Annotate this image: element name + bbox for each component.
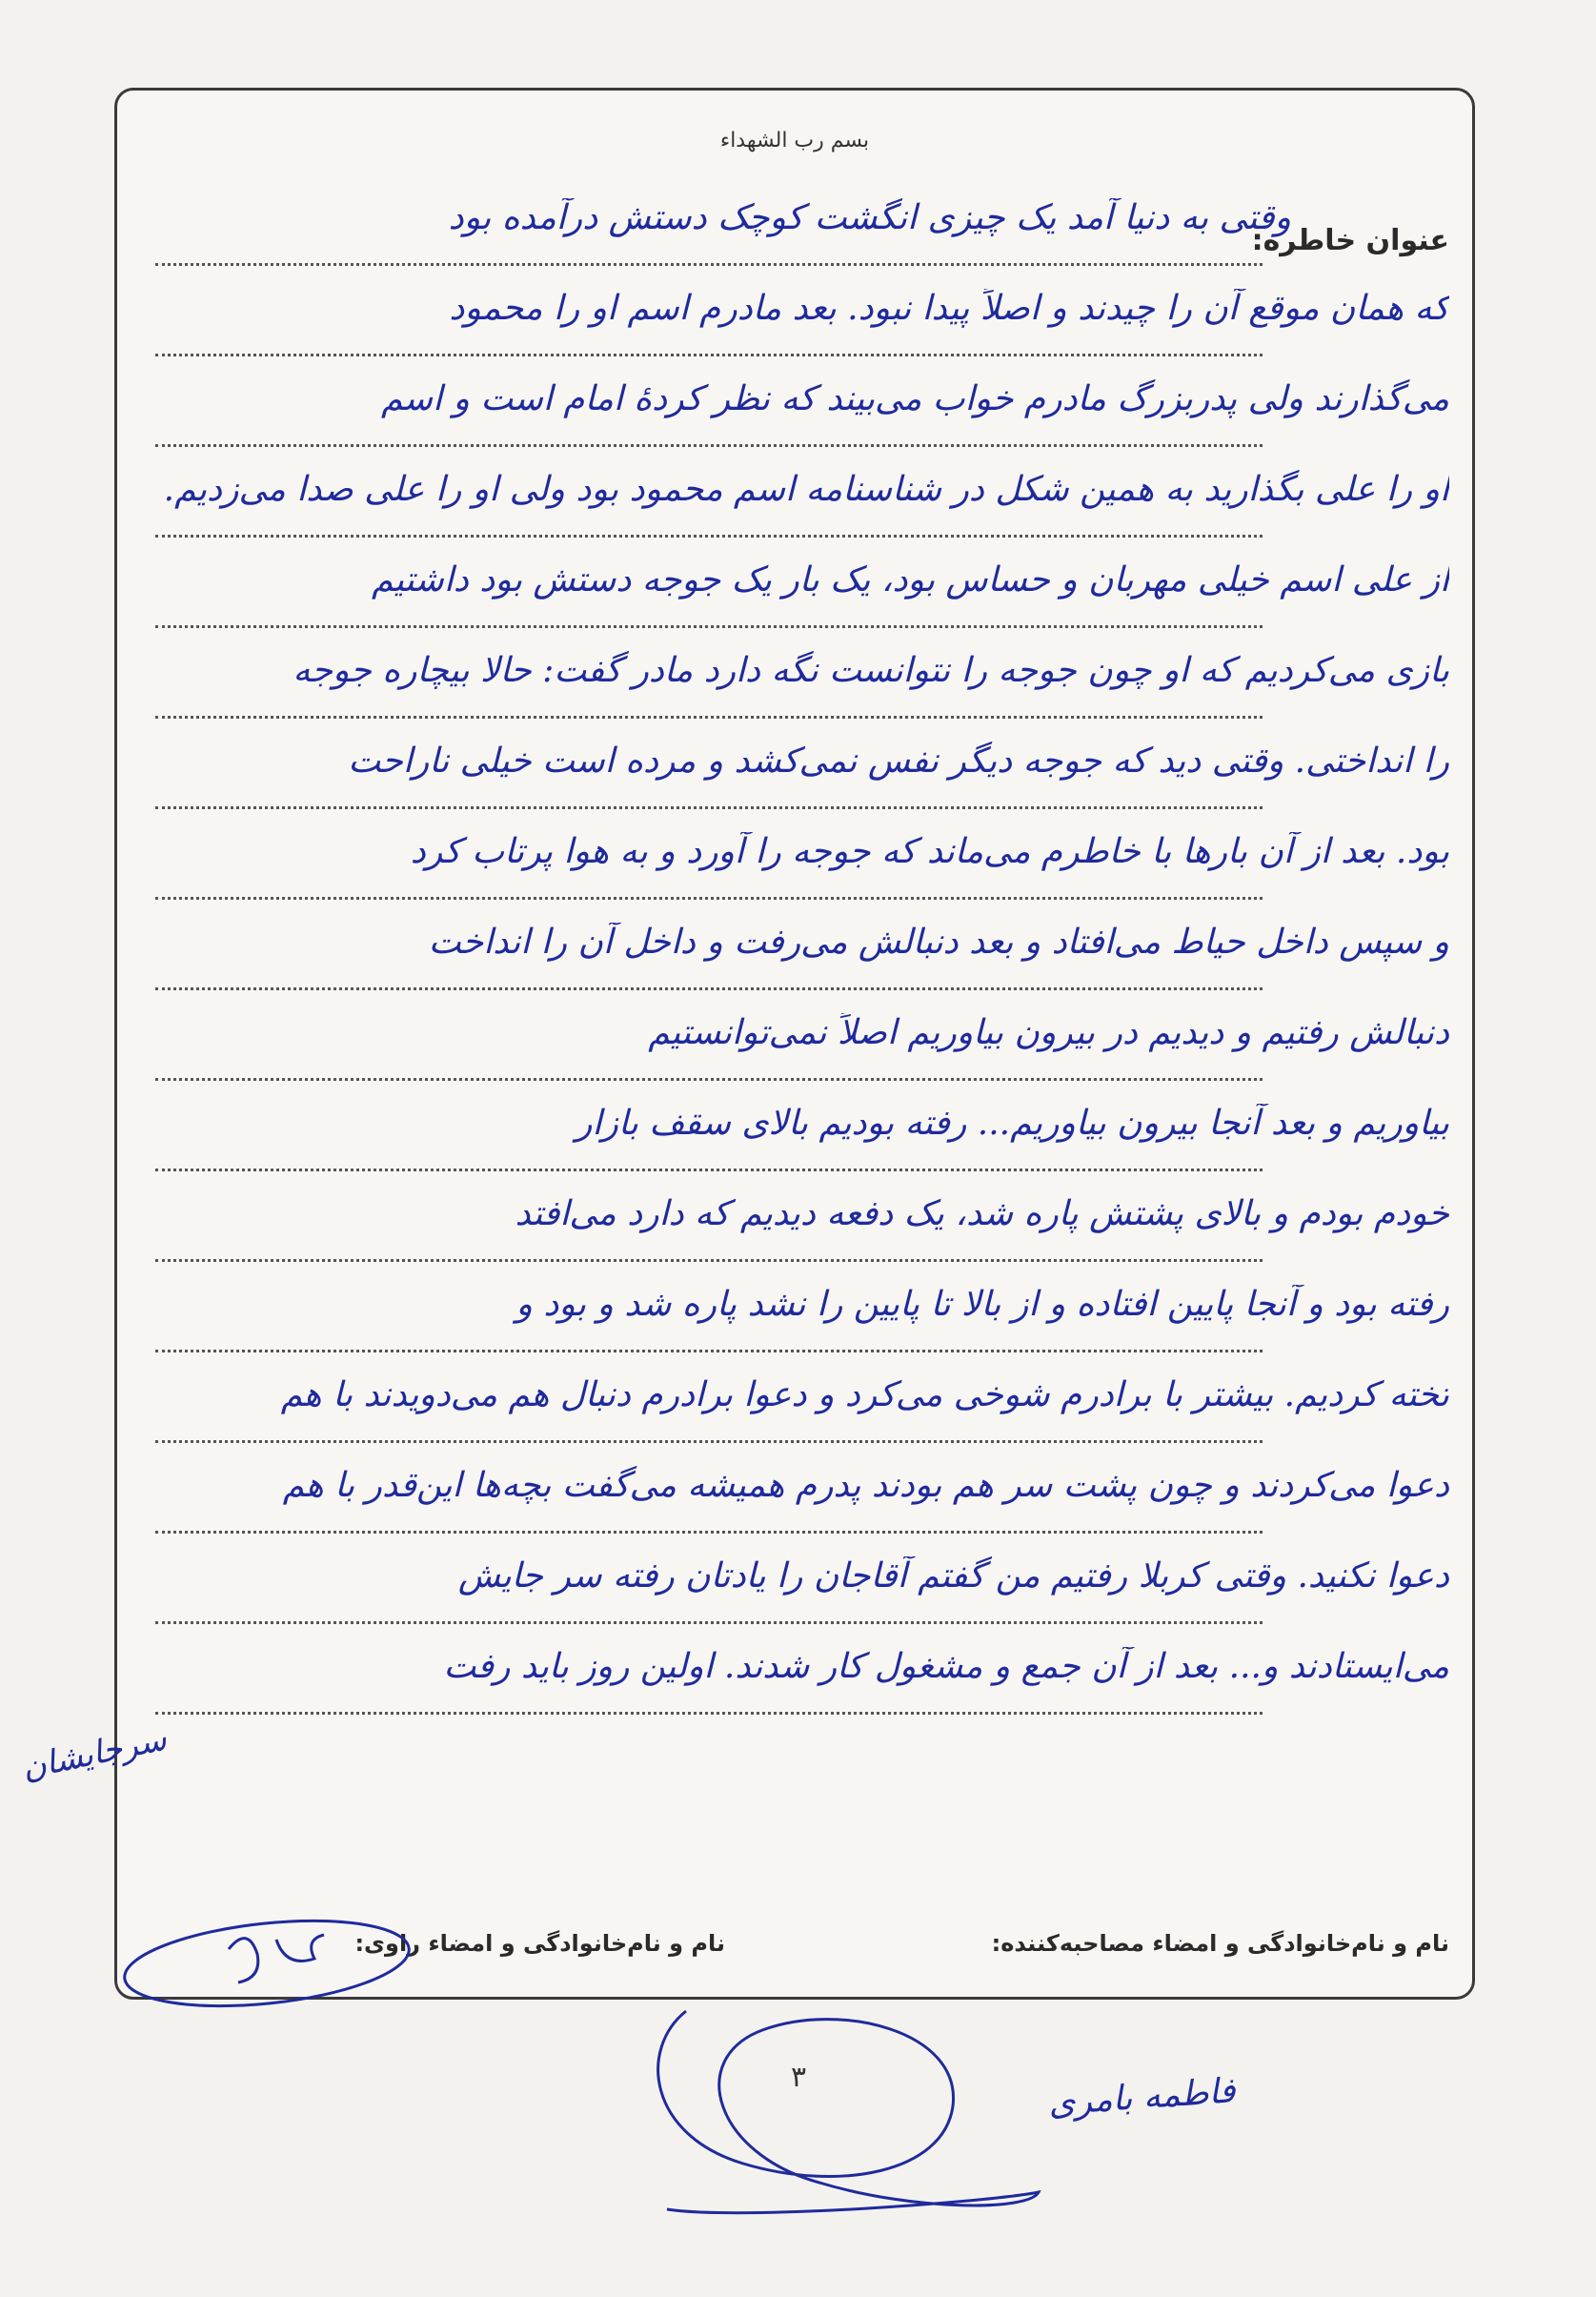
handwritten-line: دعوا می‌کردند و چون پشت سر هم بودند پدرم همیشه می‌گفت بچه‌ها این‌قدر با هم [282, 1466, 1449, 1505]
handwritten-line: خودم بودم و بالای پشتش پاره شد، یک دفعه دیدیم که دارد می‌افتد [515, 1194, 1449, 1233]
margin-note: سرجایشان [18, 1719, 171, 1788]
handwritten-line: می‌گذارند ولی پدربزرگ مادرم خواب می‌بیند که نظر کردهٔ امام است و اسم [380, 379, 1449, 418]
handwritten-line: بود. بعد از آن بارها با خاطرم می‌ماند که جوجه را آورد و به هوا پرتاب کرد [410, 832, 1449, 871]
signature-name: فاطمه بامری [1046, 2071, 1237, 2124]
page-header: بسم رب الشهداء [719, 129, 870, 152]
handwritten-line: و سپس داخل حیاط می‌افتاد و بعد دنبالش می‌رفت و داخل آن را انداخت [428, 923, 1449, 962]
handwritten-line: بیاوریم و بعد آنجا بیرون بیاوریم... رفته بودیم بالای سقف بازار [576, 1104, 1449, 1143]
handwritten-line: وقتی به دنیا آمد یک چیزی انگشت کوچک دستش درآمده بود [448, 198, 1291, 237]
narrator-signature-icon [114, 1911, 419, 2016]
interviewer-signature-label: نام و نام‌خانوادگی و امضاء مصاحبه‌کننده: [991, 1930, 1449, 1957]
handwritten-line: از علی اسم خیلی مهربان و حساس بود، یک بار یک جوجه دستش بود داشتیم [371, 560, 1449, 600]
handwritten-line: می‌ایستادند و... بعد از آن جمع و مشغول کار شدند. اولین روز باید رفت [443, 1647, 1449, 1686]
page-number: ۳ [791, 2061, 807, 2094]
handwritten-line: دعوا نکنید. وقتی کربلا رفتیم من گفتم آقاجان را یادتان رفته سر جایش [457, 1556, 1449, 1596]
page-frame [114, 88, 1475, 2000]
handwritten-line: او را علی بگذارید به همین شکل در شناسنامه اسم محمود بود ولی او را علی صدا می‌زدیم. [163, 470, 1449, 509]
handwritten-line: تخته کردیم. بیشتر با برادرم شوخی می‌کرد و دعوا برادرم دنبال هم می‌دویدند با هم [280, 1375, 1449, 1414]
handwritten-line: دنبالش رفتیم و دیدیم در بیرون بیاوریم اصلاً نمی‌توانستیم [648, 1013, 1449, 1052]
narrator-signature-label: نام و نام‌خانوادگی و امضاء راوی: [354, 1930, 725, 1957]
handwritten-line: را انداختی. وقتی دید که جوجه دیگر نفس نمی‌کشد و مرده است خیلی ناراحت [348, 742, 1449, 781]
handwritten-line: که همان موقع آن را چیدند و اصلاً پیدا نبود. بعد مادرم اسم او را محمود [449, 289, 1449, 328]
interviewer-signature-icon [629, 1992, 1048, 2221]
handwritten-line: بازی می‌کردیم که او چون جوجه را نتوانست نگه دارد مادر گفت: حالا بیچاره جوجه [293, 651, 1449, 690]
title-label: عنوان خاطره: [1251, 224, 1449, 257]
handwritten-line: رفته بود و آنجا پایین افتاده و از بالا تا پایین را نشد پاره شد و بود و [515, 1285, 1449, 1324]
